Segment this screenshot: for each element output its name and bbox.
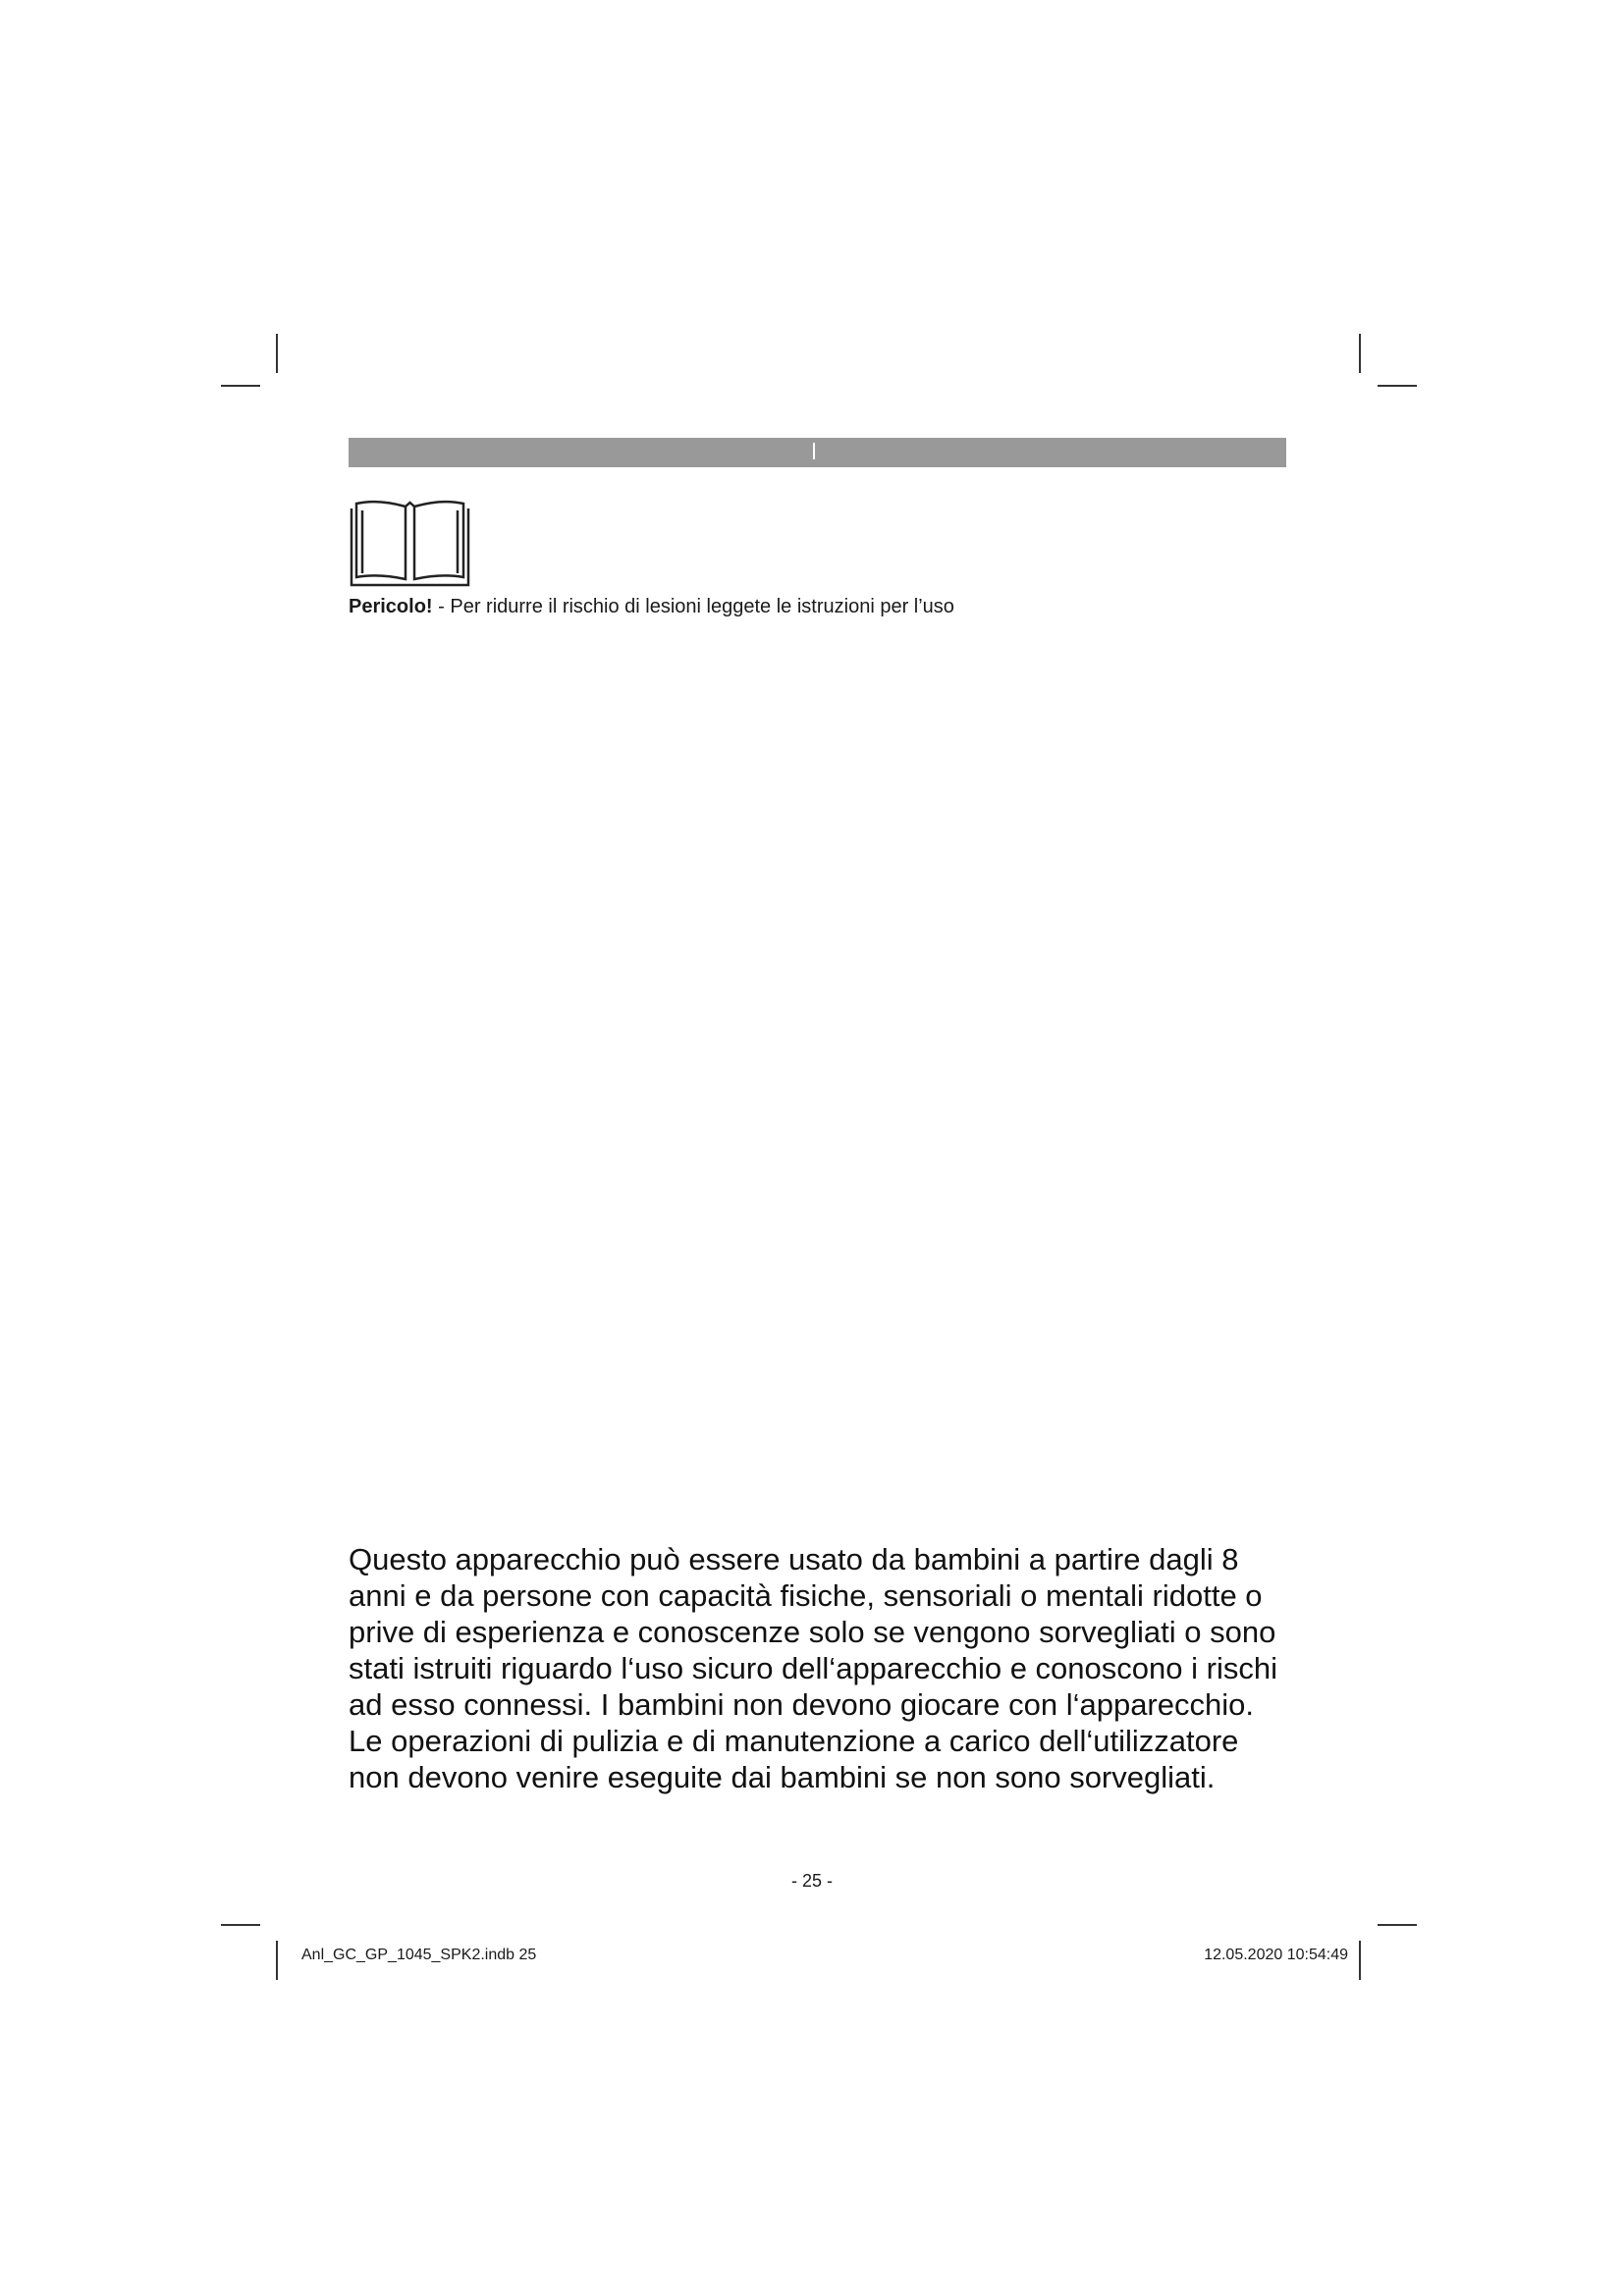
crop-mark-bottom-right-h xyxy=(1378,1924,1417,1926)
language-header-bar xyxy=(349,438,1286,467)
paragraph-line: anni e da persone con capacità fisiche, sensoriali o mentali ridotte o xyxy=(349,1578,1263,1613)
language-marker xyxy=(813,443,815,459)
paragraph-line: stati istruiti riguardo l‘uso sicuro dell‘apparecchio e conoscono i rischi xyxy=(349,1651,1277,1685)
paragraph-line: non devono venire eseguite dai bambini se non sono sorvegliati. xyxy=(349,1760,1216,1794)
footer-date: 12.05.2020 10:54:49 xyxy=(1204,1947,1348,1963)
paragraph-line: Questo apparecchio può essere usato da bambini a partire dagli 8 xyxy=(349,1542,1239,1576)
paragraph-line: Le operazioni di pulizia e di manutenzione a carico dell‘utilizzatore xyxy=(349,1724,1239,1758)
crop-mark-top-left-v xyxy=(276,334,278,373)
warning-line xyxy=(349,596,954,618)
safety-paragraph xyxy=(349,1541,1291,1795)
footer-file-name: Anl_GC_GP_1045_SPK2.indb 25 xyxy=(301,1947,537,1963)
crop-mark-top-left-h xyxy=(221,385,260,387)
paragraph-line: prive di esperienza e conoscenze solo se vengono sorvegliati o sono xyxy=(349,1615,1276,1649)
crop-mark-top-right-v xyxy=(1359,334,1361,373)
crop-mark-bottom-right-v xyxy=(1359,1941,1361,1980)
page-number: - 25 - xyxy=(790,1871,833,1891)
paragraph-line: ad esso connessi. I bambini non devono giocare con l‘apparecchio. xyxy=(349,1687,1254,1722)
warning-label: Pericolo! xyxy=(349,596,433,617)
open-book-icon xyxy=(349,499,471,587)
warning-text: - Per ridurre il rischio di lesioni leggete le istruzioni per l’uso xyxy=(432,596,954,617)
crop-mark-top-right-h xyxy=(1378,385,1417,387)
crop-mark-bottom-left-v xyxy=(276,1941,278,1980)
crop-mark-bottom-left-h xyxy=(221,1924,260,1926)
